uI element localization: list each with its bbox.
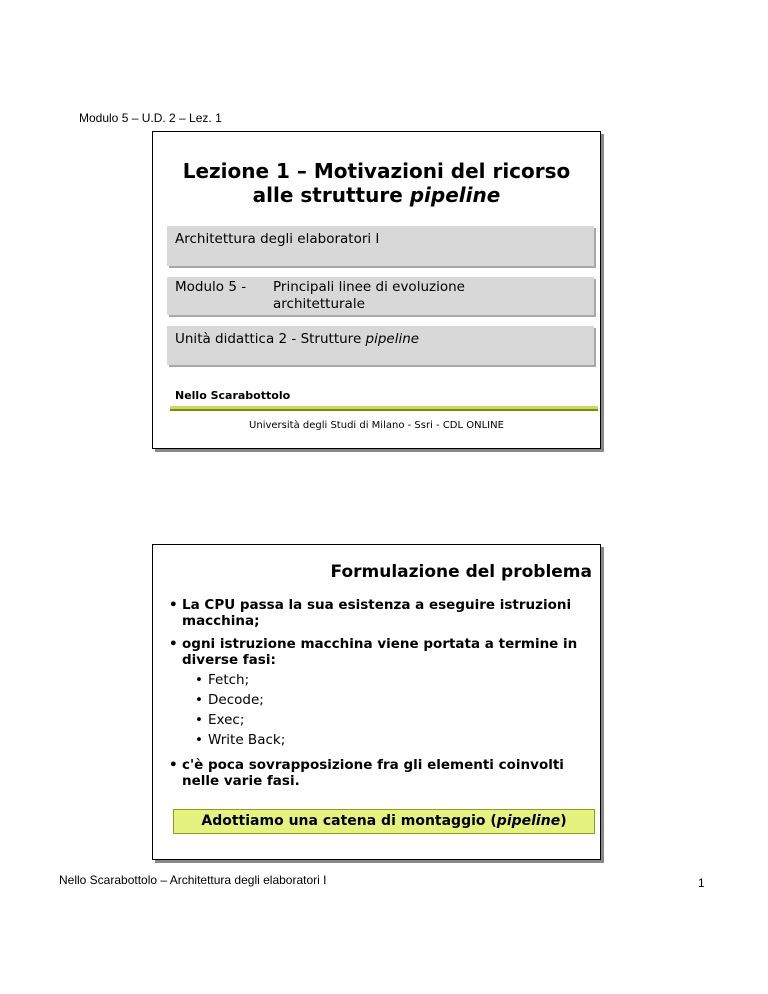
- list-item: [169, 636, 589, 750]
- phase-item: • Fetch;: [182, 670, 589, 690]
- phase-item: • Write Back;: [182, 730, 589, 750]
- callout-end: ): [560, 813, 567, 829]
- slide-problem: [152, 544, 601, 860]
- module-box: [167, 277, 594, 315]
- conclusion-callout: [173, 809, 595, 834]
- bullet-text: c'è poca sovrapposizione fra gli elementi coinvolti nelle varie fasi.: [182, 757, 564, 789]
- title-line-2-italic: pipeline: [409, 183, 501, 207]
- list-item: [169, 757, 589, 789]
- slide-title: [152, 131, 601, 449]
- title-line-2: [153, 183, 600, 207]
- module-desc: [273, 279, 465, 313]
- course-box: Architettura degli elaboratori I: [167, 226, 594, 266]
- module-desc-line-2: architetturale: [273, 296, 365, 312]
- divider-line: [170, 406, 598, 411]
- author-name: Nello Scarabottolo: [175, 389, 291, 402]
- page-number: 1: [698, 876, 705, 890]
- list-item: [169, 597, 589, 629]
- callout-italic: pipeline: [496, 813, 561, 829]
- affiliation: Università degli Studi di Milano - Ssri - CDL ONLINE: [249, 420, 504, 431]
- bullet-text: ogni istruzione macchina viene portata a termine in diverse fasi:: [182, 636, 578, 668]
- unit-box: [167, 326, 594, 365]
- unit-text: Unità didattica 2 - Strutture: [175, 331, 366, 347]
- page-footer: Nello Scarabottolo – Architettura degli elaboratori I: [59, 873, 327, 887]
- callout-text: Adottiamo una catena di montaggio (: [201, 813, 497, 829]
- phase-item: • Exec;: [182, 710, 589, 730]
- phase-item: • Decode;: [182, 690, 589, 710]
- bullet-list: [169, 597, 589, 796]
- module-label: Modulo 5 -: [175, 279, 247, 295]
- title-line-2-text: alle strutture: [252, 183, 410, 207]
- bullet-text: La CPU passa la sua esistenza a eseguire istruzioni macchina;: [182, 597, 572, 629]
- module-desc-line-1: Principali linee di evoluzione: [273, 279, 465, 295]
- phase-list: [182, 670, 589, 750]
- unit-italic: pipeline: [365, 331, 420, 347]
- title-line-1: Lezione 1 – Motivazioni del ricorso: [182, 159, 571, 183]
- slide-problem-title: Formulazione del problema: [330, 562, 592, 582]
- slide-title-heading: [153, 159, 600, 207]
- page-header: Modulo 5 – U.D. 2 – Lez. 1: [79, 111, 222, 125]
